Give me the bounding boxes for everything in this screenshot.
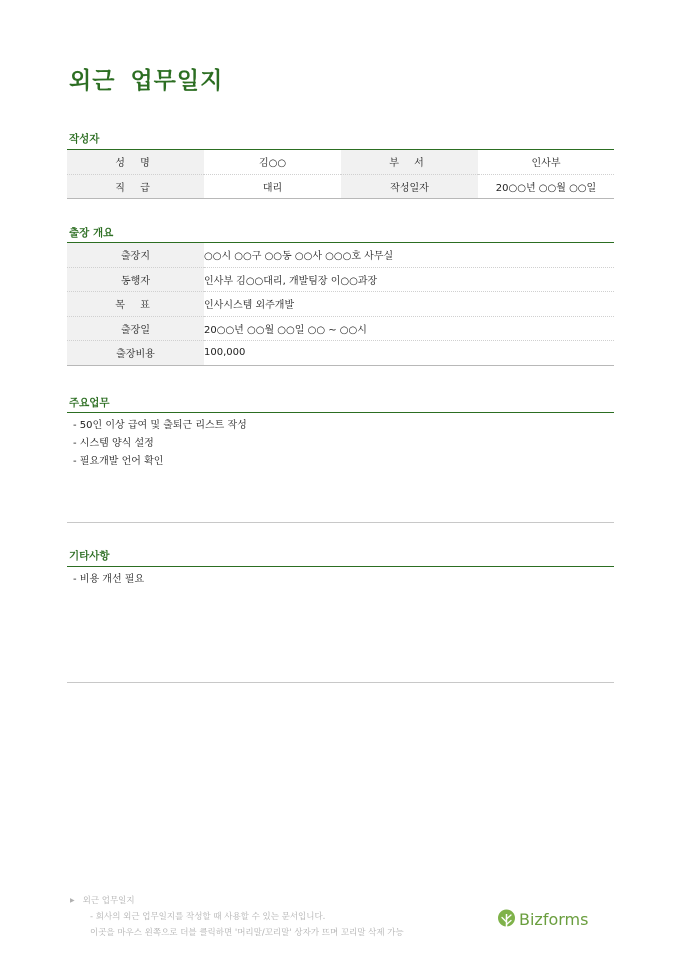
notes-box bbox=[67, 566, 614, 683]
destination-label: 출장지 bbox=[67, 243, 204, 268]
rank-label: 직 급 bbox=[67, 174, 204, 199]
main-tasks-heading: 주요업무 bbox=[69, 397, 110, 409]
main-tasks-box bbox=[67, 412, 614, 523]
table-row bbox=[67, 174, 614, 199]
footer-description: - 회사의 외근 업무일지를 작성할 때 사용할 수 있는 문서입니다. bbox=[90, 912, 326, 922]
notes-heading: 기타사항 bbox=[69, 550, 110, 562]
table-row bbox=[67, 341, 614, 366]
table-row bbox=[67, 150, 614, 175]
list-item: - 비용 개선 필요 bbox=[73, 571, 614, 589]
footer-title: 외근 업무일지 bbox=[82, 896, 135, 906]
footer-hint: 이곳을 마우스 왼쪽으로 더블 클릭하면 '머리말/꼬리말' 상자가 뜨며 꼬리말 삭제 가능 bbox=[90, 928, 404, 938]
companion-label: 동행자 bbox=[67, 267, 204, 292]
department-value: 인사부 bbox=[478, 150, 614, 175]
trip-cost-label: 출장비용 bbox=[67, 341, 204, 366]
goal-value: 인사시스템 외주개발 bbox=[204, 292, 614, 317]
date-value: 20○○년 ○○월 ○○일 bbox=[478, 174, 614, 199]
table-row bbox=[67, 316, 614, 341]
table-row bbox=[67, 267, 614, 292]
destination-value: ○○시 ○○구 ○○동 ○○사 ○○○호 사무실 bbox=[204, 243, 614, 268]
trip-date-label: 출장일 bbox=[67, 316, 204, 341]
logo-text: Bizforms bbox=[519, 910, 589, 929]
bizforms-leaf-icon bbox=[497, 909, 516, 930]
name-value: 김○○ bbox=[204, 150, 341, 175]
rank-value: 대리 bbox=[204, 174, 341, 199]
page-title: 외근 업무일지 bbox=[69, 68, 224, 94]
list-item: - 필요개발 언어 확인 bbox=[73, 453, 614, 471]
department-label: 부 서 bbox=[341, 150, 478, 175]
list-item: - 50인 이상 급여 및 출퇴근 리스트 작성 bbox=[73, 417, 614, 435]
trip-table bbox=[67, 242, 614, 366]
date-label: 작성일자 bbox=[341, 174, 478, 199]
trip-section-heading: 출장 개요 bbox=[69, 227, 114, 239]
list-item: - 시스템 양식 설정 bbox=[73, 435, 614, 453]
bizforms-logo bbox=[497, 909, 588, 930]
author-section-heading: 작성자 bbox=[69, 133, 100, 145]
name-label: 성 명 bbox=[67, 150, 204, 175]
triangle-right-icon: ▶ bbox=[70, 897, 75, 904]
table-row bbox=[67, 292, 614, 317]
trip-date-value: 20○○년 ○○월 ○○일 ○○ ~ ○○시 bbox=[204, 316, 614, 341]
companion-value: 인사부 김○○대리, 개발팀장 이○○과장 bbox=[204, 267, 614, 292]
goal-label: 목 표 bbox=[67, 292, 204, 317]
notes-list bbox=[67, 567, 614, 589]
table-row bbox=[67, 243, 614, 268]
author-table bbox=[67, 149, 614, 199]
trip-cost-value: 100,000 bbox=[204, 341, 614, 366]
main-tasks-list bbox=[67, 413, 614, 471]
